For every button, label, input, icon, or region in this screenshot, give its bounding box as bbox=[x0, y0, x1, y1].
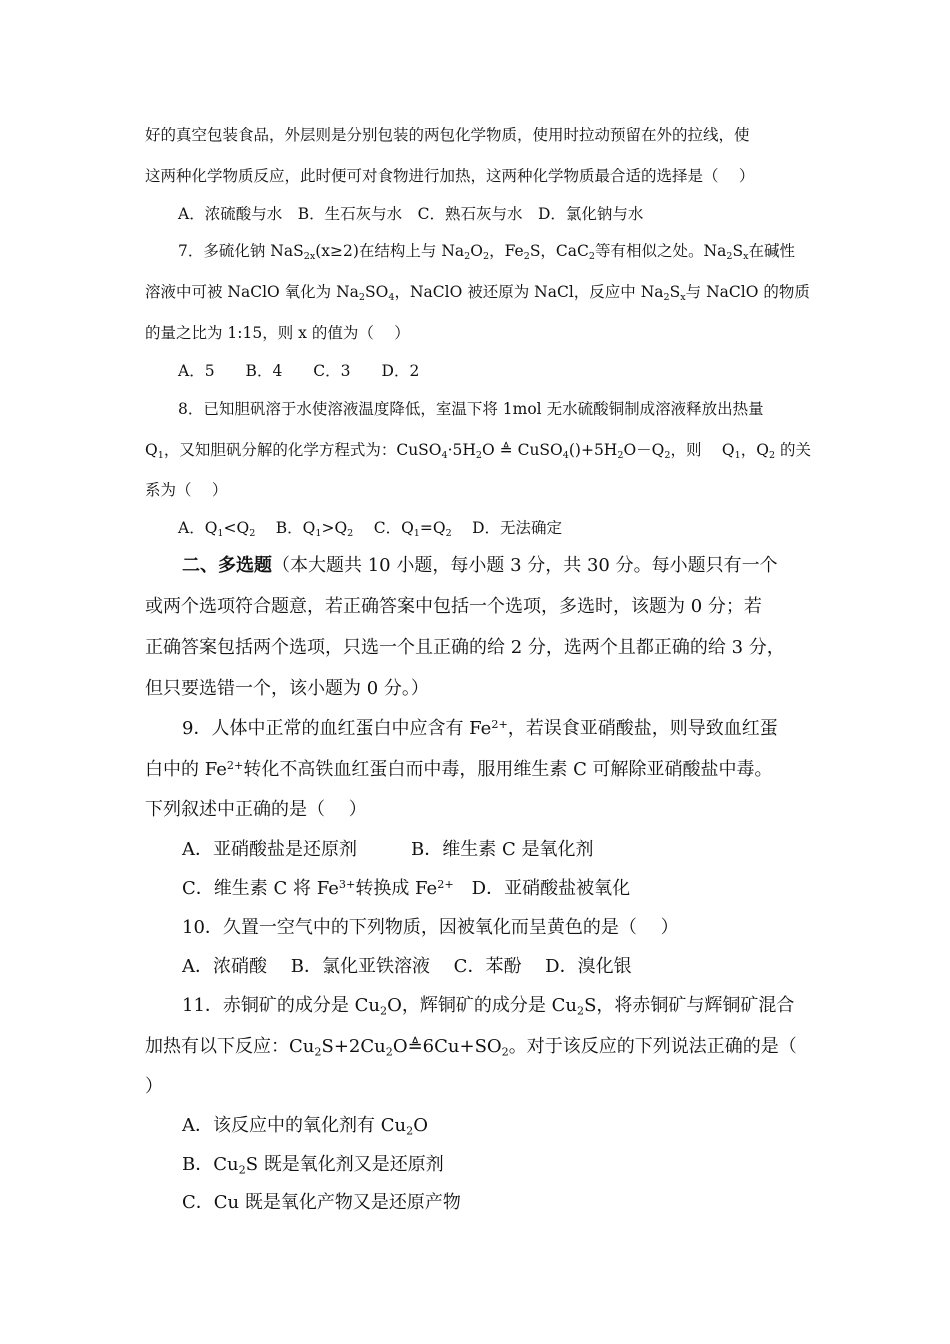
q11-option-c: C．Cu 既是氧化产物又是还原产物 bbox=[182, 1192, 461, 1213]
q9-options-ab: A．亚硝酸盐是还原剂 B．维生素 C 是氧化剂 bbox=[182, 839, 594, 860]
q11-line-1: 11．赤铜矿的成分是 $Cu_2O$，辉铜矿的成分是 $Cu_2S$，将赤铜矿与辉铜矿混合 bbox=[182, 995, 795, 1018]
section-2-title: 二、多选题 bbox=[182, 555, 272, 576]
q11-line-2: 加热有以下反应：$Cu_2S+2Cu_2O≜6Cu+SO_2$。对于该反应的下列说法正确的是（ bbox=[145, 1036, 797, 1059]
q8-line-1: 8．已知胆矾溶于水使溶液温度降低，室温下将 1mol 无水硫酸铜制成溶液释放出热量 bbox=[178, 400, 764, 418]
q9-line-1: 9．人体中正常的血红蛋白中应含有 $Fe^{2+}$，若误食亚硝酸盐，则导致血红蛋 bbox=[182, 717, 778, 739]
q7-options: A．5 B．4 C．3 D．2 bbox=[178, 362, 420, 380]
q7-line-3: 的量之比为 1:15，则 x 的值为（ ） bbox=[145, 324, 410, 342]
text-line: 好的真空包装食品，外层则是分别包装的两包化学物质，使用时拉动预留在外的拉线，使 bbox=[145, 126, 750, 144]
q6-options: A．浓硫酸与水 B．生石灰与水 C．熟石灰与水 D．氯化钠与水 bbox=[178, 205, 644, 223]
q11-line-3: ） bbox=[145, 1076, 163, 1097]
q10-line: 10．久置一空气中的下列物质，因被氧化而呈黄色的是（ ） bbox=[182, 917, 679, 938]
text-line: 或两个选项符合题意，若正确答案中包括一个选项，多选时，该题为 0 分；若 bbox=[145, 596, 762, 617]
text-line: 这两种化学物质反应，此时便可对食物进行加热，这两种化学物质最合适的选择是（ ） bbox=[145, 167, 755, 185]
q9-line-3: 下列叙述中正确的是（ ） bbox=[145, 799, 367, 820]
q7-line-2: 溶液中可被 NaClO 氧化为 $Na_2SO_4$，NaClO 被还原为 NaCl，反应中 $Na_2S_x$与 NaClO 的物质 bbox=[145, 283, 810, 303]
q11-option-a: A．该反应中的氧化剂有 $Cu_2O$ bbox=[182, 1115, 428, 1138]
q9-options-cd: C．维生素 C 将 $Fe^{3+}$转换成 $Fe^{2+}$ D．亚硝酸盐被氧化 bbox=[182, 877, 631, 899]
text-line: 但只要选错一个，该小题为 0 分。） bbox=[145, 678, 429, 699]
q8-options: A．$Q_1<Q_2$ B．$Q_1>Q_2$ C．$Q_1=Q_2$ D．无法确定 bbox=[178, 519, 563, 539]
q10-options: A．浓硝酸 B．氯化亚铁溶液 C．苯酚 D．溴化银 bbox=[182, 956, 632, 977]
q8-line-2: $Q_1$，又知胆矾分解的化学方程式为：$CuSO_4\cdot 5H_2O$ ≜ $CuSO_4()+5H_2O-Q_2$，则 $Q_1$，$Q_2$ 的关 bbox=[145, 441, 811, 461]
q8-line-3: 系为（ ） bbox=[145, 481, 228, 499]
q7-line-1: 7．多硫化钠 NaS$_{2x}$(x≥2)在结构上与 $Na_2O_2$，$Fe_2S$，CaC$_2$等有相似之处。$Na_2S_x$在碱性 bbox=[178, 242, 795, 262]
q9-line-2: 白中的 $Fe^{2+}$转化不高铁血红蛋白而中毒，服用维生素 C 可解除亚硝酸盐中毒。 bbox=[145, 758, 773, 780]
q11-option-b: B．$Cu_2S$ 既是氧化剂又是还原剂 bbox=[182, 1154, 444, 1177]
text-line: 正确答案包括两个选项，只选一个且正确的给 2 分，选两个且都正确的给 3 分， bbox=[145, 637, 785, 658]
section-2-heading: 二、多选题（本大题共 10 小题，每小题 3 分，共 30 分。每小题只有一个 bbox=[182, 555, 778, 576]
